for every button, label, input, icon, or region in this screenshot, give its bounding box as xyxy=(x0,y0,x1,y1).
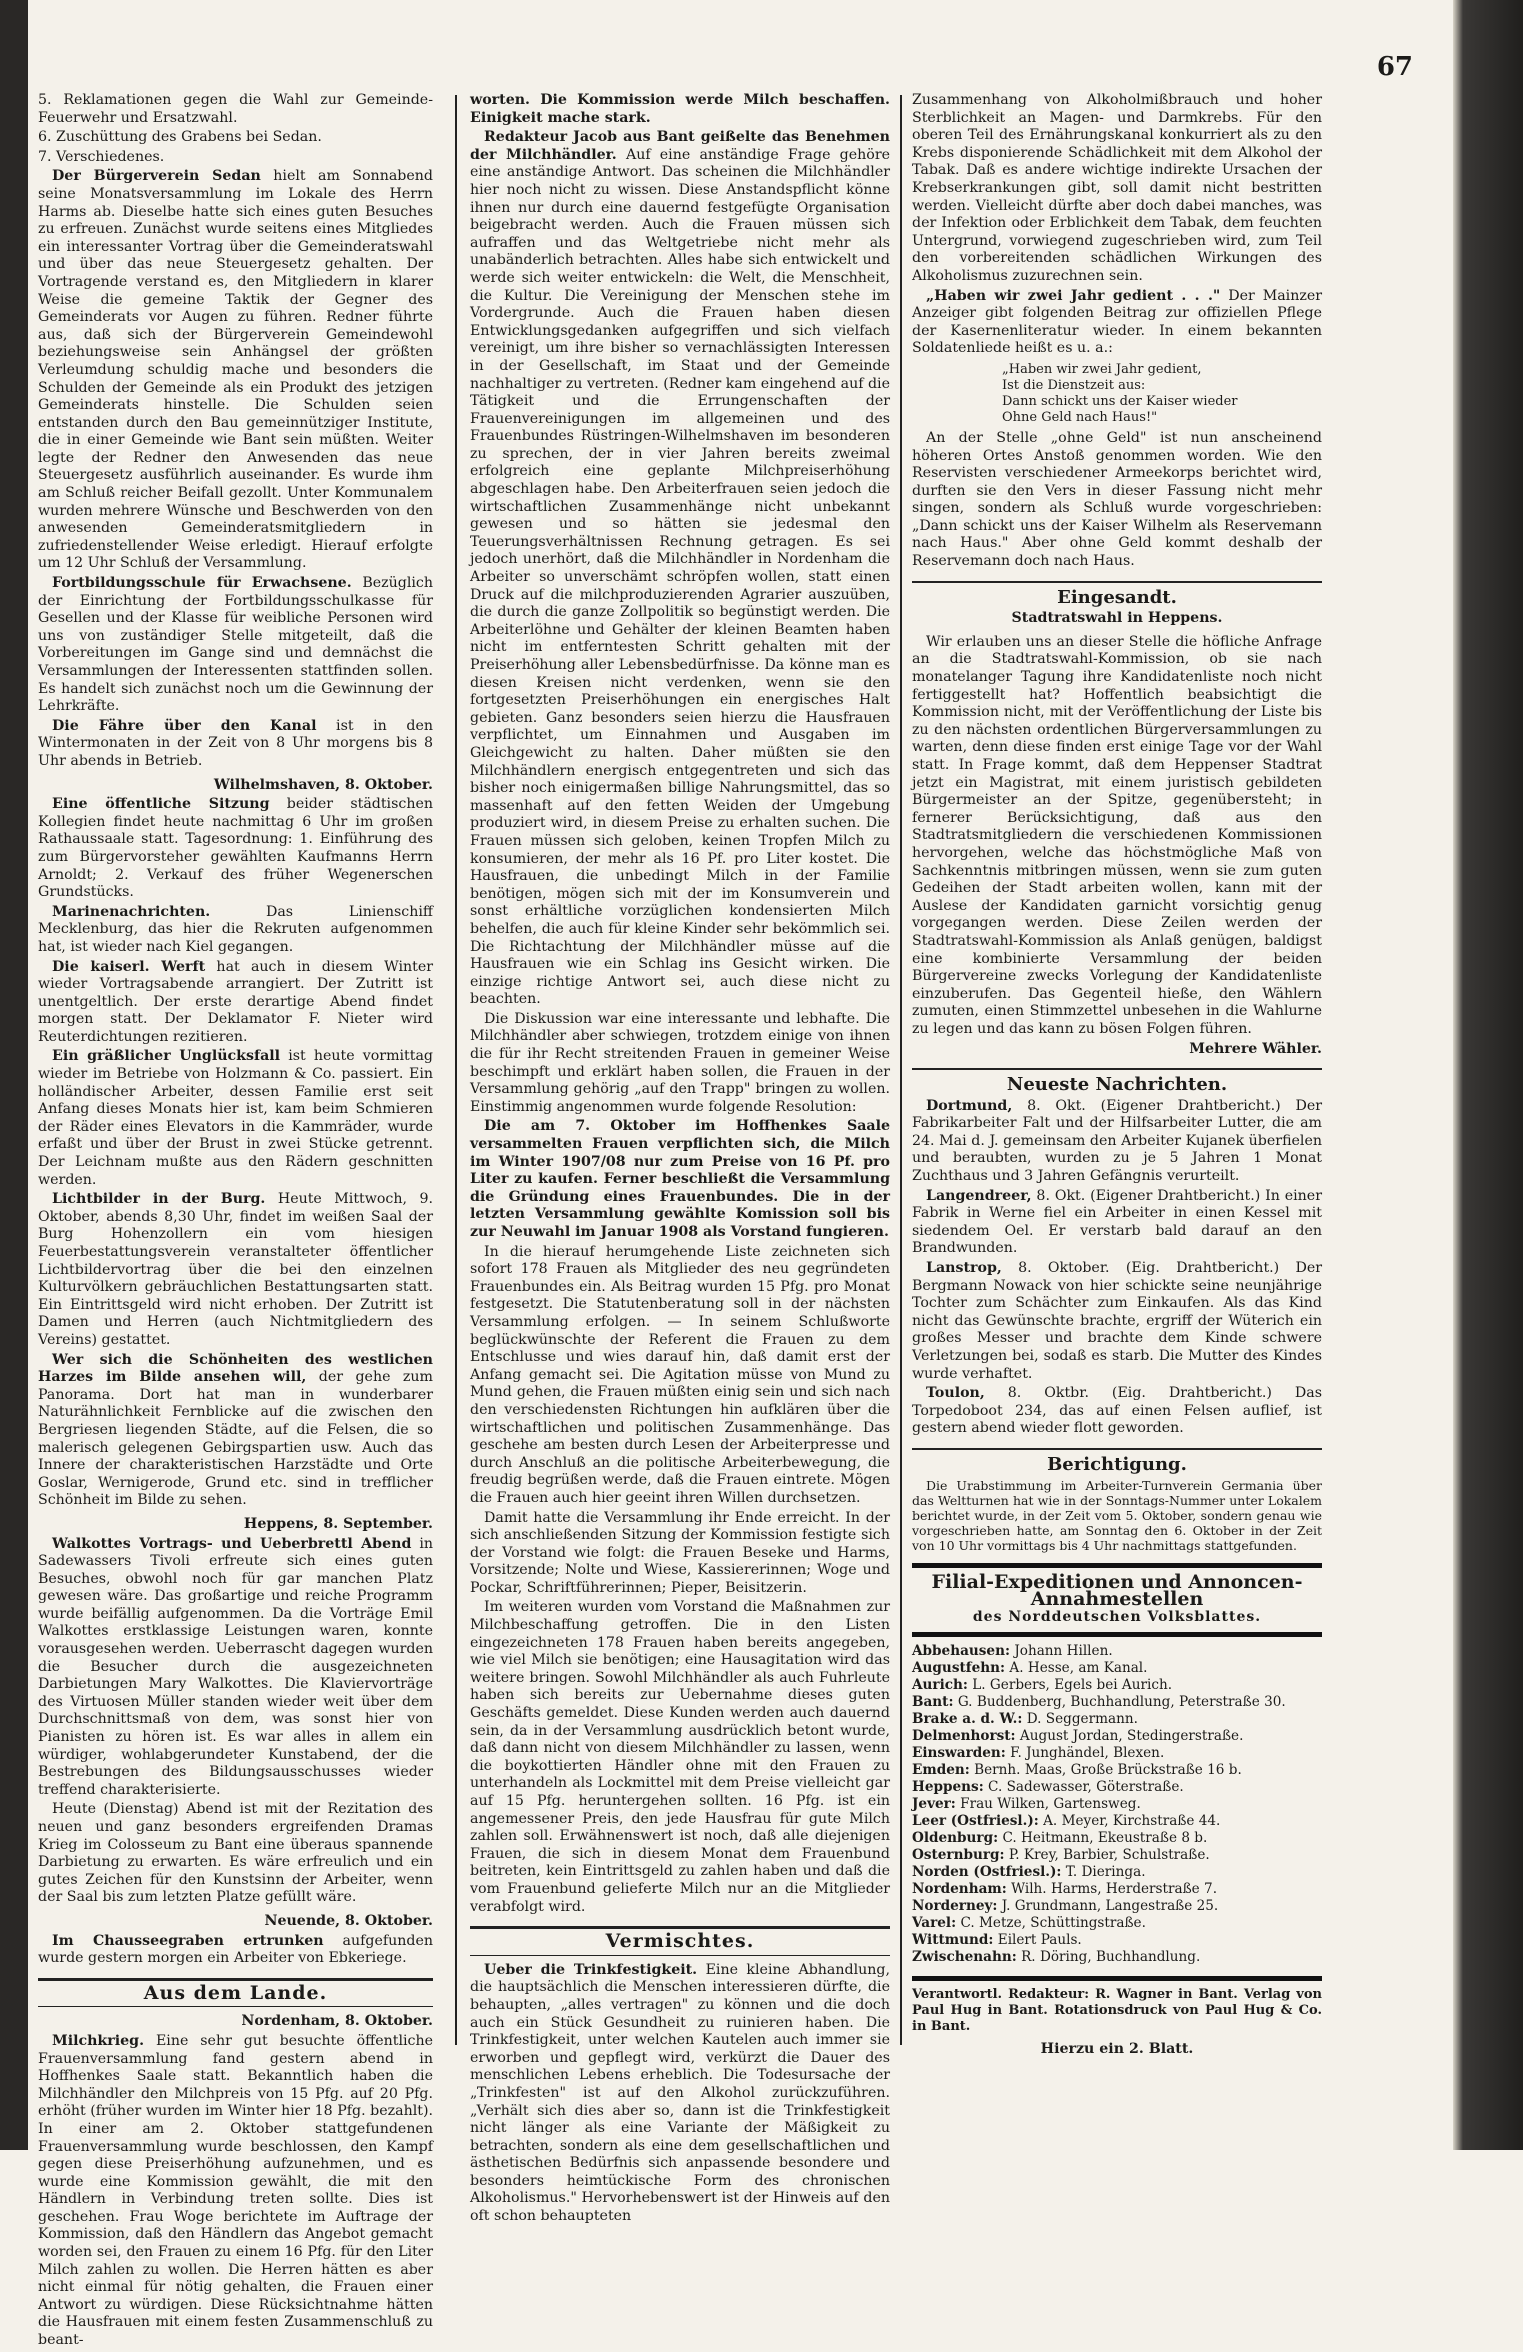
news-item xyxy=(912,1188,1322,1258)
correction-text: Die Urabstimmung im Arbeiter-Turnverein Germania über das Weltturnen hat wie in der Sonntags-Nummer unter Lokalem berichtet wurde, in der Zeit vom 5. Oktober, sondern genau wie vorgeschrieben hatte, am Sonntag den 6. Oktober in der Zeit von 10 Uhr vormittags bis 4 Uhr nachmittags stattgefunden. xyxy=(912,1477,1322,1553)
news-text: 8. Okt. (Eigener Drahtbericht.) Der Fabrikarbeiter Falt und der Hilfsarbeiter Lutter, die am 24. Mai d. J. gemeinsam den Arbeiter Kujanek überfielen und beraubten, wurden zu je 5 Jahren 1 Monat Zuchthaus und 3 Jahren Gefängnis verurteilt. xyxy=(912,1097,1322,1185)
section-heading: Neueste Nachrichten. xyxy=(912,1068,1322,1094)
article-text: Die Diskussion war eine interessante und lebhafte. Die Milchhändler aber schwiegen, trotzdem einige von ihnen die für ihr Recht streitenden Frauen in gemeiner Weise beschimpft und erklärt haben sollen, die Frauen in der Versammlung gehörig „auf den Trapp" bringen zu wollen. Einstimmig angenommen wurde folgende Resolution: xyxy=(470,1010,890,1115)
article-text: ist heute vormittag wieder im Betriebe von Holzmann & Co. passiert. Ein holländischer Arbeiter, dessen Familie erst seit Anfang dieses Monats hier ist, kam beim Schmieren der Räder eines Elevators in die Kammräder, wurde erfaßt und über der Brust in zwei Stücke getrennt. Der Leichnam mußte aus den Rädern geschnitten werden. xyxy=(38,1048,434,1188)
dateline-date: 8. Oktober. xyxy=(340,2013,433,2030)
article-text: hielt am Sonnabend seine Monatsversammlung im Lokale des Herrn Harms ab. Dieselbe hatte sich eines guten Besuches zu erfreuen. Zunächst wurde seitens eines Mitgliedes ein interessanter Vortrag über die Gemeinderatswahl und über das neue Steuergesetz gehalten. Der Vortragende verstand es, den Mitgliedern in klarer Weise die gemeine Taktik der Gegner des Gemeinderats vor Augen zu führen. Redner führte aus, daß sich der Bürgerverein Gemeindewohl beziehungsweise sein Anhängsel der größten Verleumdung schuldig mache und besonders die Schulden der Gemeinde als ein Produkt des jetzigen Gemeinderats hinstelle. Die Schulden seien entstanden durch den Bau gemeinnütziger Institute, die in einer Gemeinde wie Bant sein müßten. Weiter legte der Redner den Anwesenden das neue Steuergesetz ausführlich auseinander. Es wurde ihm am Schluß reicher Beifall gezollt. Unter Kommunalem wurden mehrere Wünsche und Beschwerden von den anwesenden Gemeinderatsmitgliedern in zufriedenstellender Weise erledigt. Hierauf erfolgte um 12 Uhr Schluß der Versammlung. xyxy=(38,168,433,572)
agency-name: D. Seggermann. xyxy=(1026,1711,1138,1728)
article-head: Der Bürgerverein Sedan xyxy=(52,168,261,185)
agency-place: Heppens: xyxy=(912,1779,984,1796)
dateline-place: Heppens, xyxy=(243,1515,319,1532)
article-text: Heute (Dienstag) Abend ist mit der Rezitation des neuen und ganz besonders ergreifenden Dramas Krieg im Colosseum zu Bant eine überaus spannende Darbietung zu erwarten. Es wäre erfreulich und ein gutes Zeichen für den Kunstsinn der Arbeiter, wenn der Saal bis zum letzten Platze gefüllt wäre. xyxy=(38,1801,433,1906)
article-head: Milchkrieg. xyxy=(52,2032,145,2049)
agency-place: Nordenham: xyxy=(912,1881,1007,1898)
dateline xyxy=(38,1516,433,1534)
article xyxy=(470,1962,890,2226)
agency-row xyxy=(912,1830,1322,1847)
agenda-item: 5. Reklamationen gegen die Wahl zur Gemeinde-Feuerwehr und Ersatzwahl. xyxy=(38,92,433,126)
agency-name: R. Döring, Buchhandlung. xyxy=(1021,1949,1201,1966)
news-place: Langendreer, xyxy=(926,1187,1032,1204)
poem-line: Ohne Geld nach Haus!" xyxy=(1002,409,1158,425)
agency-place: Abbehausen: xyxy=(912,1643,1010,1660)
agency-name: P. Krey, Barbier, Schulstraße. xyxy=(1008,1847,1210,1864)
news-text: 8. Oktbr. (Eig. Drahtbericht.) Das Torpedoboot 234, das auf einen Felsen auflief, ist gestern abend wieder flott geworden. xyxy=(912,1385,1322,1437)
news-place: Lanstrop, xyxy=(926,1260,1002,1277)
agency-place: Augustfehn: xyxy=(912,1660,1006,1677)
supplement-note: Hierzu ein 2. Blatt. xyxy=(1040,2041,1194,2058)
article xyxy=(38,1933,433,1968)
article xyxy=(38,1048,433,1189)
news-text: 8. Oktober. (Eig. Drahtbericht.) Der Bergmann Nowack von hier schickte seine neunjährige Tochter zum Schächter zum Einkaufen. Als das Kind nicht das Gewünschte brachte, ergriff der Wüterich ein großes Messer und brachte dem Kinde schwere Verletzungen bei, sodaß es starb. Die Mutter des Kindes wurde verhaftet. xyxy=(912,1260,1322,1382)
agency-name: A. Meyer, Kirchstraße 44. xyxy=(1043,1813,1221,1830)
subheading: Stadtratswahl in Heppens. xyxy=(1011,610,1223,627)
agency-place: Aurich: xyxy=(912,1677,968,1694)
dateline-date: 8. September. xyxy=(318,1515,433,1532)
agency-row xyxy=(912,1762,1322,1779)
imprint: Verantwortl. Redakteur: R. Wagner in Bant. Verlag von Paul Hug in Bant. Rotationsdruck von Paul Hug & Co. in Bant. xyxy=(912,1976,1322,2035)
article-head: „Haben wir zwei Jahr gedient . . ." xyxy=(926,287,1221,304)
agency-row xyxy=(912,1779,1322,1796)
agency-row xyxy=(912,1728,1322,1745)
agency-place: Osternburg: xyxy=(912,1847,1005,1864)
agency-name: Wilh. Harms, Herderstraße 7. xyxy=(1011,1881,1218,1898)
agency-row xyxy=(912,1643,1322,1660)
agency-place: Wittmund: xyxy=(912,1932,994,1949)
article-head: Fortbildungsschule für Erwachsene. xyxy=(52,575,352,592)
news-place: Toulon, xyxy=(926,1385,985,1402)
section-heading: Vermischtes. xyxy=(470,1926,890,1956)
dateline-date: 8. Oktober. xyxy=(340,1912,433,1929)
article-head: Redakteur Jacob aus Bant geißelte das Benehmen der Milchhändler. xyxy=(470,129,890,163)
agenda-item: 6. Zuschüttung des Grabens bei Sedan. xyxy=(38,129,322,146)
poem xyxy=(1002,362,1322,426)
agency-place: Leer (Ostfriesl.): xyxy=(912,1813,1039,1830)
news-item xyxy=(912,1098,1322,1186)
article-text: Zusammenhang von Alkoholmißbrauch und hoher Sterblichkeit an Magen- und Darmkrebs. Für den oberen Teil des Ernährungskanal konkurriert als zu den Krebs disponierende Schädlichkeit mit dem Alkohol der Tabak. Daß es andere wichtige indirekte Ursachen der Krebserkrankungen gibt, soll damit nicht bestritten werden. Vielleicht dürfte aber doch dabei manches, was der Infektion oder Erblichkeit dem Tabak, dem feuchten Untergrund, vorwiegend zugeschrieben wird, zum Teil den vorbereitenden schädlichen Wirkungen des Alkoholismus zuzurechnen sein. xyxy=(912,92,1322,284)
article-text: Der Mainzer Anzeiger gibt folgenden Beitrag zur offiziellen Pflege der Kasernenliteratur wieder. In einem bekannten Soldatenliede heißt es u. a.: xyxy=(912,287,1323,357)
agency-name: C. Heitmann, Ekeustraße 8 b. xyxy=(1002,1830,1208,1847)
news-text: 8. Okt. (Eigener Drahtbericht.) In einer Fabrik in Werne fiel ein Arbeiter in einen Kessel mit siedendem Oel. Er verstarb bald darauf an den Brandwunden. xyxy=(912,1187,1322,1257)
agency-name: C. Sadewasser, Göterstraße. xyxy=(988,1779,1184,1796)
article xyxy=(38,2033,433,2350)
agency-place: Norden (Ostfriesl.): xyxy=(912,1864,1062,1881)
article-head: Ueber die Trinkfestigkeit. xyxy=(484,1961,698,1978)
agency-row xyxy=(912,1660,1322,1677)
section-heading: Berichtigung. xyxy=(912,1448,1322,1474)
agency-place: Bant: xyxy=(912,1694,954,1711)
agency-place: Varel: xyxy=(912,1915,957,1932)
column-1 xyxy=(38,92,433,2352)
agency-row xyxy=(912,1881,1322,1898)
article xyxy=(470,129,890,1009)
agency-row xyxy=(912,1847,1322,1864)
article-text: der gehe zum Panorama. Dort hat man in wunderbarer Naturähnlichkeit Fernblicke auf die zwischen den Bergriesen liegenden Städte, auf die Felsen, die so malerisch gelegenen Gebirgspartien usw. Auch das Innere der charakteristischen Harzstädte und Orte Goslar, Wernigerode, Grund etc. sind in trefflicher Schönheit im Bilde zu sehen. xyxy=(38,1369,433,1509)
article-head: Lichtbilder in der Burg. xyxy=(52,1191,266,1208)
article xyxy=(38,718,433,771)
poem-line: „Haben wir zwei Jahr gedient, xyxy=(1002,361,1202,377)
agency-place: Einswarden: xyxy=(912,1745,1006,1762)
agency-name: Frau Wilken, Gartensweg. xyxy=(960,1796,1141,1813)
article xyxy=(912,288,1322,358)
article-text: Eine kleine Abhandlung, die hauptsächlich die Menschen interessieren dürfte, die behaupten, „alles vertragen" zu können und die doch auch ein Stück Gesundheit zu ruinieren haben. Die Trinkfestigkeit, unter welchen Kautelen auch immer sie erworben und gepflegt wird, verkürzt die Dauer des menschlichen Lebens erheblich. Die Todesursache der „Trinkfesten" ist auf den Alkohol zurückzuführen. „Verhält sich dies aber so, dann ist die Trinkfestigkeit nicht länger als eine Variante der Mäßigkeit zu betrachten, sondern als eine dem gesellschaftlichen und ästhetischen Bedürfnis sich anpassende besondere und besonders heimtückische Form des chronischen Alkoholismus." Hervorhebenswert ist der Hinweis auf den oft schon behaupteten xyxy=(470,1961,891,2225)
article-text: hat auch in diesem Winter wieder Vortragsabende arrangiert. Der Zutritt ist unentgeltlich. Der erste derartige Abend findet morgen statt. Der Deklamator F. Nieter wird Reuterdichtungen rezitieren. xyxy=(38,958,434,1045)
agency-place: Jever: xyxy=(912,1796,956,1813)
article-head: Eine öffentliche Sitzung xyxy=(52,796,270,813)
article-text: Wir erlauben uns an dieser Stelle die höfliche Anfrage an die Stadtratswahl-Kommission, ob sie nach monatelanger Tagung ihre Kandidatenliste noch nicht fertiggestellt hat? Hoffentlich beabsichtigt die Kommission nicht, mit der Veröffentlichung der Liste bis zu den nächsten ordentlichen Bürgerversammlungen zu warten, denn diese finden erst einige Tage vor der Wahl statt. In Frage kommt, daß dem Heppenser Stadtrat jetzt ein Magistrat, mit einem juristisch gebildeten Bürgermeister an der Spitze, gegenübersteht; in fernerer Berücksichtigung, daß aus den Stadtratsmitgliedern die verschiedenen Kommissionen hervorgehen, welche das höchstmögliche Maß von Sachkenntnis mitbringen müssen, wenn sie zum guten Gedeihen der Stadt arbeiten wollen, kann mit der Auslese der Kandidaten garnicht vorsichtig genug vorgegangen werden. Diese Zeilen werden der Stadtratswahl-Kommission als Anlaß genügen, baldigst eine kombinierte Versammlung der beiden Bürgervereine zwecks Vorlegung der Kandidatenliste einzuberufen. Das Gegenteil hieße, den Wählern zumuten, einen Stimmzettel unbesehen in die Wahlurne zu legen und das kann zu bösen Folgen führen. xyxy=(912,633,1322,1037)
article-head: Marinenachrichten. xyxy=(52,903,211,920)
article xyxy=(38,904,433,957)
agency-name: J. Grundmann, Langestraße 25. xyxy=(1001,1898,1219,1915)
agency-place: Emden: xyxy=(912,1762,970,1779)
agency-row xyxy=(912,1932,1322,1949)
agency-place: Norderney: xyxy=(912,1898,998,1915)
article-text: ist in den Wintermonaten in der Zeit von 8 Uhr morgens bis 8 Uhr abends in Betrieb. xyxy=(38,717,434,769)
column-3 xyxy=(912,92,1322,2059)
agency-row xyxy=(912,1898,1322,1915)
section-heading: Eingesandt. xyxy=(912,581,1322,607)
article-head: Die Fähre über den Kanal xyxy=(52,717,317,734)
article xyxy=(38,1536,433,1800)
news-place: Dortmund, xyxy=(926,1097,1013,1114)
article-text: Heute Mittwoch, 9. Oktober, abends 8,30 Uhr, findet im weißen Saal der Burg Hohenzollern ein vom hiesigen Feuerbestattungsverein veranstalteter öffentlicher Lichtbildervortrag über die bei den einzelnen Kulturvölkern gebräuchlichen Bestattungsarten statt. Ein Eintrittsgeld wird nicht erhoben. Der Zutritt ist Damen und Herren (auch Nichtmitgliedern des Vereins) gestattet. xyxy=(38,1191,433,1348)
poem-line: Ist die Dienstzeit aus: xyxy=(1002,377,1146,393)
article-text: An der Stelle „ohne Geld" ist nun anscheinend höheren Ortes Anstoß genommen worden. Wie den Reservisten verschiedener Armeekorps berichtet wird, durften sie den Vers in dieser Fassung nicht mehr singen, sondern als Schluß wurde vorgeschrieben: „Dann schickt uns der Kaiser Wilhelm als Reservemann nach Haus." Aber ohne Geld kommt deshalb der Reservemann doch nach Haus. xyxy=(912,429,1322,570)
dateline-place: Wilhelmshaven, xyxy=(213,776,341,793)
signature: Mehrere Wähler. xyxy=(1189,1040,1322,1057)
column-rule xyxy=(455,95,457,2045)
article-head: Wer sich die Schönheiten des westlichen Harzes im Bilde ansehen will, xyxy=(38,1351,433,1386)
column-rule xyxy=(900,95,902,2045)
article-text: in Sadewassers Tivoli erfreute sich eines guten Besuches, obwohl noch für gar manchen Platz gewesen wäre. Das großartige und reiche Programm wurde beifällig aufgenommen. Da die Vorträge Emil Walkottes erstklassige Leistungen waren, konnte vorausgesehen werden. Ueberrascht dagegen wurden die Besucher durch die ausgezeichneten Darbietungen Mary Walkottes. Die Klaviervorträge des Virtuosen Müller standen wieder weit über dem Durchschnittsmaß von dem, was sonst hier von Pianisten zu hören ist. Es war alles in allem ein würdiger, wohlabgerundeter Kunstabend, der die Bestrebungen des Bildungsausschusses wieder treffend charakterisierte. xyxy=(38,1535,434,1798)
agency-name: C. Metze, Schüttingstraße. xyxy=(960,1915,1146,1932)
agency-row xyxy=(912,1694,1322,1711)
dateline-place: Neuende, xyxy=(264,1912,341,1929)
column-2 xyxy=(470,92,890,2228)
agency-place: Brake a. d. W.: xyxy=(912,1711,1023,1728)
article xyxy=(38,1191,433,1349)
news-item xyxy=(912,1260,1322,1383)
article-head: Walkottes Vortrags- und Ueberbrettl Abend xyxy=(52,1535,412,1552)
agency-name: G. Buddenberg, Buchhandlung, Peterstraße 30. xyxy=(957,1694,1286,1711)
article-text: Im weiteren wurden vom Vorstand die Maßnahmen zur Milchbeschaffung getroffen. Die in den Listen eingezeichneten 178 Frauen haben bereits angegeben, wie viel Milch sie benötigen; eine Hausagitation wird das weitere bringen. Sowohl Milchhändler als auch Fuhrleute haben sich bereits zur Uebernahme dieses guten Geschäfts gemeldet. Diese Kunden werden auch dauernd sein, da in der Versammlung ausdrücklich betont wurde, daß dann nicht von diesem Milchhändler zu lassen, wenn die boykottierten Händler ohne mit den Frauen zu unterhandeln als Lockmittel mit dem Preise vielleicht gar auf 15 Pfg. heruntergehen sollten. 16 Pfg. ist ein angemessener Preis, den jede Hausfrau für gute Milch zahlen soll. Erwähnenswert ist noch, daß alle diejenigen Frauen, die sich in diesem Monat dem Frauenbund beitreten, kein Eintrittsgeld zu zahlen haben und daß die vom Frauenbund gelieferte Milch nur an die Mitglieder verabfolgt wird. xyxy=(470,1599,890,1915)
news-item xyxy=(912,1385,1322,1438)
agenda-item: 7. Verschiedenes. xyxy=(38,148,165,165)
page-number: 67 xyxy=(1376,52,1413,82)
article-text: worten. Die Kommission werde Milch beschaffen. Einigkeit mache stark. xyxy=(470,92,890,126)
article-head: Die kaiserl. Werft xyxy=(52,958,206,975)
article-text: Auf eine anständige Frage gehöre eine anständige Antwort. Das scheinen die Milchhändler hier noch nicht zu wissen. Diese Anstandspflicht könne ihnen nur durch eine dauernd festgefügte Organisation beigebracht werden. Auch die Frauen müssen sich aufraffen und das Weltgetriebe nicht mehr als unabänderlich betrachten. Alles habe sich entwickelt und werde sich weiter entwickeln: die Welt, die Menschheit, die Kultur. Die Vereinigung der Menschen stehe im Vordergrunde. Auch die Frauen haben diesen Entwicklungsgedanken aufgegriffen und sich vielfach vereinigt, um ihre bisher so vernachlässigten Interessen in der Gesellschaft, im Staat und der Gemeinde nachhaltiger zu vertreten. (Redner kam eingehend auf die Tätigkeit und die Errungenschaften der Frauenvereinigungen im allgemeinen und des Frauenbundes Rüstringen-Wilhelmshaven im besonderen zu sprechen, der in vier Jahren bereits zweimal erfolgreich eine geplante Milchpreiserhöhung abgeschlagen habe. Den Arbeiterfrauen seien jedoch die wirtschaftlichen Zusammenhänge nicht unbekannt gewesen und so hätten sie jedesmal den Teuerungsverhältnissen Rechnung getragen. Es sei jedoch unerhört, daß die Milchhändler in Nordenham die Arbeiter so unverschämt schröpfen wollen, statt einen Druck auf die milchproduzierenden Agrarier auszuüben, die durch die ganze Zollpolitik so begünstigt werden. Die Arbeiterlöhne und Gehälter der kleinen Beamten haben nicht im entferntesten Schritt gehalten mit der Preiserhöhung aller Lebensbedürfnisse. Da könne man es diesen Kreisen nicht verdenken, wenn sie den fortgesetzten Preiserhöhungen ein energisches Halt gebieten. Ganz besonders seien hierzu die Hausfrauen verpflichtet, um Einnahmen und Ausgaben im Gleichgewicht zu halten. Daher müßten sie den Milchhändlern energisch entgegentreten und sich das bisher noch einigermaßen billige Nahrungsmittel, das so massenhaft auf den fetten Weiden der Umgebung produziert wird, in diesem Preise zu erhalten suchen. Die Frauen müssen sich geloben, keinen Tropfen Milch zu konsumieren, der mehr als 16 Pf. pro Liter kostet. Die Hausfrauen, die unbedingt Milch in der Familie benötigen, mögen sich mit der im Konsumverein und sonst erhältliche vorzüglichen kondensierten Milch behelfen, die auch für kleine Kinder sehr bekömmlich sei. Die Richtachtung der Milchhändler müsse auf die Hausfrauen wie ein Schlag ins Gesicht wirken. Die einzige richtige Antwort sei, auch diese nicht zu beachten. xyxy=(470,146,890,1008)
agencies-subtitle: des Norddeutschen Volksblattes. xyxy=(972,1608,1262,1625)
article xyxy=(38,796,433,902)
agency-row xyxy=(912,1796,1322,1813)
article-text: aufgefunden wurde gestern morgen ein Arbeiter von Ebkeriege. xyxy=(38,1932,433,1967)
article-text: In die hierauf herumgehende Liste zeichneten sich sofort 178 Frauen als Mitglieder des neu gegründeten Frauenbundes ein. Als Beitrag wurden 15 Pfg. pro Monat festgesetzt. Die Statutenberatung soll in der nächsten Versammlung erfolgen. — In seinem Schlußworte beglückwünschte der Referent die Frauen zu dem Entschlusse und wies darauf hin, daß damit erst der Anfang gemacht sei. Die Agitation müsse von Mund zu Mund gehen, die Frauen müßten einig sein und sich nach den verschiedensten Richtungen hin aufklären über die wirtschaftlichen und politischen Zusammenhänge. Das geschehe am besten durch Lesen der Arbeiterpresse und durch Anschluß an die politische Arbeiterbewegung, die freudig begrüßen werde, daß die Frauen eintrete. Mögen die Frauen auch hier geeint ihren Willen durchsetzen. xyxy=(470,1243,890,1506)
agency-row xyxy=(912,1949,1322,1966)
agency-row xyxy=(912,1711,1322,1728)
agency-name: F. Junghändel, Blexen. xyxy=(1010,1745,1165,1762)
article-text: Eine sehr gut besuchte öffentliche Frauenversammlung fand gestern abend in Hoffhenkes Saale statt. Bekanntlich haben die Milchhändler den Milchpreis von 15 Pfg. auf 20 Pfg. erhöht (früher wurden im Winter hier 18 Pfg. bezahlt). In einer am 2. Oktober stattgefundenen Frauenversammlung wurde beschlossen, den Kampf gegen diese Preiserhöhung aufzunehmen, und es wurde eine Kommission gewählt, die mit den Händlern in Verbindung treten sollte. Dies ist geschehen. Frau Woge berichtete im Auftrage der Kommission, daß den Händlern das Angebot gemacht worden sei, den Frauen zu einem 16 Pfg. für den Liter Milch zahlen zu wollen. Die Herren hätten es aber nicht einmal für nötig gehalten, die Frauen einer Antwort zu würdigen. Diese Rücksichtnahme hätten die Hausfrauen mit einem festen Zusammenschluß zu beant- xyxy=(38,2032,433,2349)
agency-row xyxy=(912,1864,1322,1881)
article xyxy=(38,168,433,573)
article-head: Im Chausseegraben ertrunken xyxy=(52,1932,324,1949)
book-binding xyxy=(1453,0,1523,2150)
agency-row xyxy=(912,1677,1322,1694)
agency-place: Oldenburg: xyxy=(912,1830,999,1847)
section-heading: Aus dem Lande. xyxy=(38,1978,433,2008)
agency-row xyxy=(912,1813,1322,1830)
agency-name: L. Gerbers, Egels bei Aurich. xyxy=(972,1677,1173,1694)
article-text: Das Linienschiff Mecklenburg, das hier die Rekruten aufgenommen hat, ist wieder nach Kiel gegangen. xyxy=(38,903,433,955)
dateline-date: 8. Oktober. xyxy=(340,776,433,793)
agency-place: Delmenhorst: xyxy=(912,1728,1016,1745)
agency-name: August Jordan, Stedingerstraße. xyxy=(1019,1728,1244,1745)
agency-name: Bernh. Maas, Große Brückstraße 16 b. xyxy=(974,1762,1242,1779)
article xyxy=(38,1352,433,1510)
agency-row xyxy=(912,1745,1322,1762)
agencies-header xyxy=(912,1563,1322,1638)
agency-name: T. Dieringa. xyxy=(1065,1864,1146,1881)
dateline xyxy=(38,1913,433,1931)
agency-name: Eilert Pauls. xyxy=(997,1932,1082,1949)
resolution-text: Die am 7. Oktober im Hoffhenkes Saale versammelten Frauen verpflichten sich, die Milch im Winter 1907/08 nur zum Preise von 16 Pf. pro Liter zu kaufen. Ferner beschließt die Versammlung die Gründung eines Frauenbundes. Die in der letzten Versammlung gewählte Komission soll bis zur Neuwahl im Januar 1908 als Vorstand fungieren. xyxy=(470,1118,890,1240)
article-text: Bezüglich der Einrichtung der Fortbildungsschulkasse für Gesellen und der Klasse für weibliche Personen wird uns von zuständiger Stelle mitgeteilt, daß die Vorbereitungen im Gange sind und demnächst die Versammlungen der Interessenten stattfinden sollen. Es handelt sich zunächst noch um die Gewinnung der Lehrkräfte. xyxy=(38,575,433,715)
article xyxy=(38,575,433,716)
dateline xyxy=(38,777,433,795)
article xyxy=(38,959,433,1047)
agency-name: A. Hesse, am Kanal. xyxy=(1009,1660,1148,1677)
dateline-place: Nordenham, xyxy=(241,2013,341,2030)
agency-place: Zwischenahn: xyxy=(912,1949,1017,1966)
scan-edge xyxy=(0,0,28,2150)
agency-row xyxy=(912,1915,1322,1932)
dateline xyxy=(38,2013,433,2031)
article-head: Ein gräßlicher Unglücksfall xyxy=(52,1048,281,1065)
agency-list xyxy=(912,1643,1322,1966)
poem-line: Dann schickt uns der Kaiser wieder xyxy=(1002,393,1238,409)
agencies-title: Filial-Expeditionen und Annoncen-Annahmestellen xyxy=(931,1570,1303,1611)
agency-name: Johann Hillen. xyxy=(1014,1643,1113,1660)
article-text: Damit hatte die Versammlung ihr Ende erreicht. In der sich anschließenden Sitzung der Kommission festigte sich der Vorstand wie folgt: die Frauen Beseke und Harms, Vorsitzende; Nolte und Wiese, Kassiererinnen; Woge und Pockar, Schriftführerinnen; Pieper, Beisitzerin. xyxy=(470,1509,890,1596)
article-text: beider städtischen Kollegien findet heute nachmittag 6 Uhr im großen Rathaussaale statt. Tagesordnung: 1. Einführung des zum Bürgervorsteher gewählten Kaufmanns Herrn Arnoldt; 2. Verkauf des früher Wegenerschen Grundstücks. xyxy=(38,796,433,901)
